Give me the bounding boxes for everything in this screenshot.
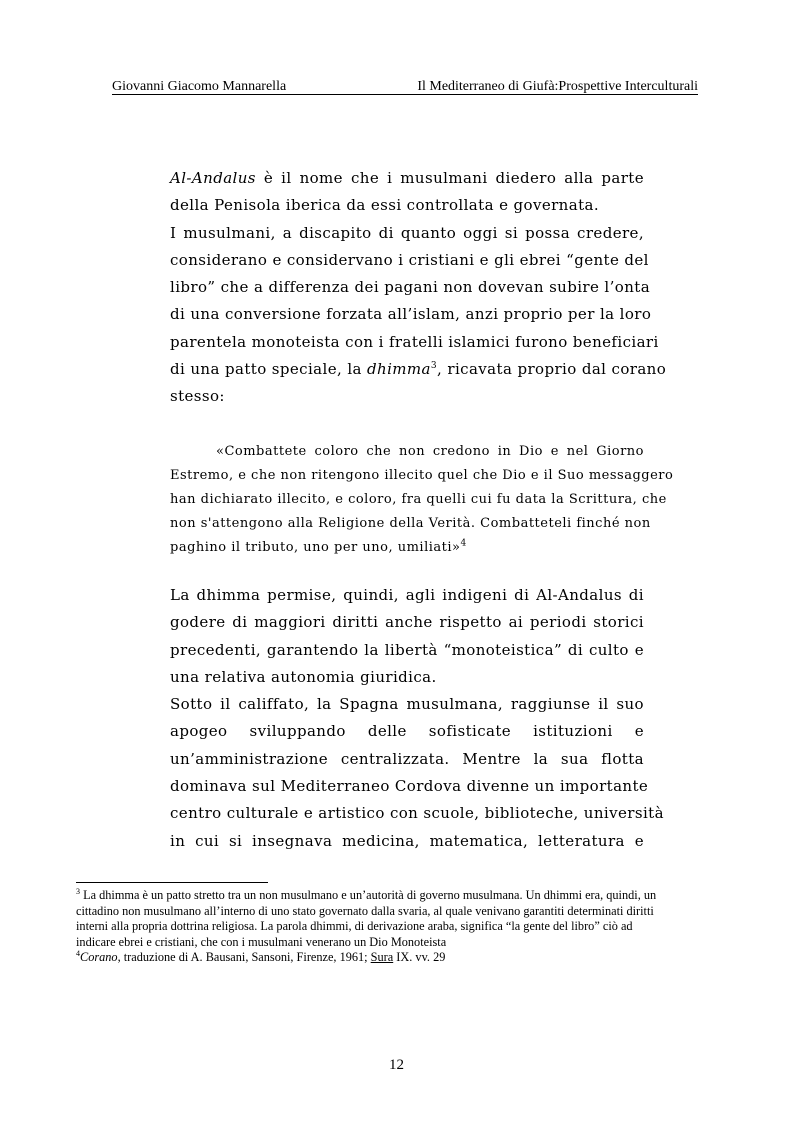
footnotes (76, 888, 706, 966)
paragraph-line: apogeo sviluppando delle sofisticate istituzioni e (170, 722, 644, 741)
footnote-line: cittadino non musulmano all’interno di uno stato governato dalla svaria, al quale venivano garantiti determinati diritti (76, 903, 654, 918)
page-number: 12 (389, 1057, 404, 1073)
quote-line: non s'attengono alla Religione della Verità. Combatteteli finché non (170, 516, 651, 531)
footnote-ref-4[interactable]: 4 (460, 538, 467, 549)
paragraph-line: considerano e considervano i cristiani e gli ebrei “gente del (170, 250, 649, 269)
sura-link[interactable]: Sura (370, 950, 394, 964)
header-rule (112, 94, 698, 95)
paragraph-line: di una patto speciale, la dhimma$^3$, ricavata proprio dal corano (170, 360, 667, 379)
quote-line: Estremo, e che non ritengono illecito quel che Dio e il Suo messaggero (170, 468, 674, 483)
paragraph-line: godere di maggiori diritti anche rispetto ai periodi storici (170, 613, 644, 632)
header-author: Giovanni Giacomo Mannarella (112, 79, 287, 94)
paragraph-line: di una conversione forzata all’islam, anzi proprio per la loro (170, 305, 652, 324)
paragraph-line: Al-Andalus è il nome che i musulmani diedero alla parte (170, 169, 644, 187)
paragraph-al-andalus (170, 165, 667, 411)
paragraph-line: parentela monoteista con i fratelli islamici furono beneficiari (170, 332, 659, 351)
paragraph-line: dominava sul Mediterraneo Cordova divenne un importante (170, 777, 649, 796)
quote-line: paghino il tributo, uno per uno, umiliati»$^4$ (170, 538, 467, 555)
paragraph-line: Sotto il califfato, la Spagna musulmana, raggiunse il suo (170, 695, 644, 714)
paragraph-line: libro” che a differenza dei pagani non dovevan subire l’onta (170, 278, 651, 297)
paragraph-line: una relativa autonomia giuridica. (170, 667, 437, 686)
paragraph-dhimma (170, 582, 664, 855)
footnote-rule (76, 882, 268, 883)
paragraph-line: della Penisola iberica da essi controllata e governata. (170, 196, 600, 215)
paragraph-line: La dhimma permise, quindi, agli indigeni di Al-Andalus di (170, 586, 644, 604)
footnote-line: interni alla propria dottrina religiosa. La parola dhimmi, di derivazione araba, significa “la gente del libro” ciò ad (76, 919, 633, 933)
footnote-4: $^4$Corano, traduzione di A. Bausani, Sansoni, Firenze, 1961; Sura IX. vv. 29 (76, 948, 446, 964)
block-quote (170, 440, 674, 560)
footnote-line: indicare ebrei e cristiani, che con i musulmani venerano un Dio Monoteista (76, 934, 447, 949)
paragraph-line: un’amministrazione centralizzata. Mentre la sua flotta (170, 749, 644, 768)
header-title: Il Mediterraneo di Giufà:Prospettive Interculturali (417, 79, 698, 94)
footnote-ref-3[interactable]: 3 (430, 361, 438, 372)
footnote-number: 3 (76, 886, 80, 896)
paragraph-line: centro culturale e artistico con scuole, biblioteche, università (170, 804, 664, 823)
paragraph-line: I musulmani, a discapito di quanto oggi si possa credere, (170, 223, 644, 242)
footnote-3: $^3$ La dhimma è un patto stretto tra un non musulmano e un’autorità di governo musulmana. Un dhimmi era, quindi, un (76, 886, 657, 902)
term-al-andalus: Al-Andalus (170, 169, 256, 187)
quote-line: «Combattete coloro che non credono in Dio e nel Giorno (216, 444, 644, 459)
paragraph-line: stesso: (170, 387, 225, 406)
paragraph-line: precedenti, garantendo la libertà “monoteistica” di culto e (170, 640, 644, 659)
footnote-number: 4 (76, 948, 80, 958)
quote-line: han dichiarato illecito, e coloro, fra quelli cui fu data la Scrittura, che (170, 492, 667, 507)
paragraph-line: in cui si insegnava medicina, matematica, letteratura e (170, 831, 644, 850)
term-dhimma: dhimma (367, 360, 431, 379)
